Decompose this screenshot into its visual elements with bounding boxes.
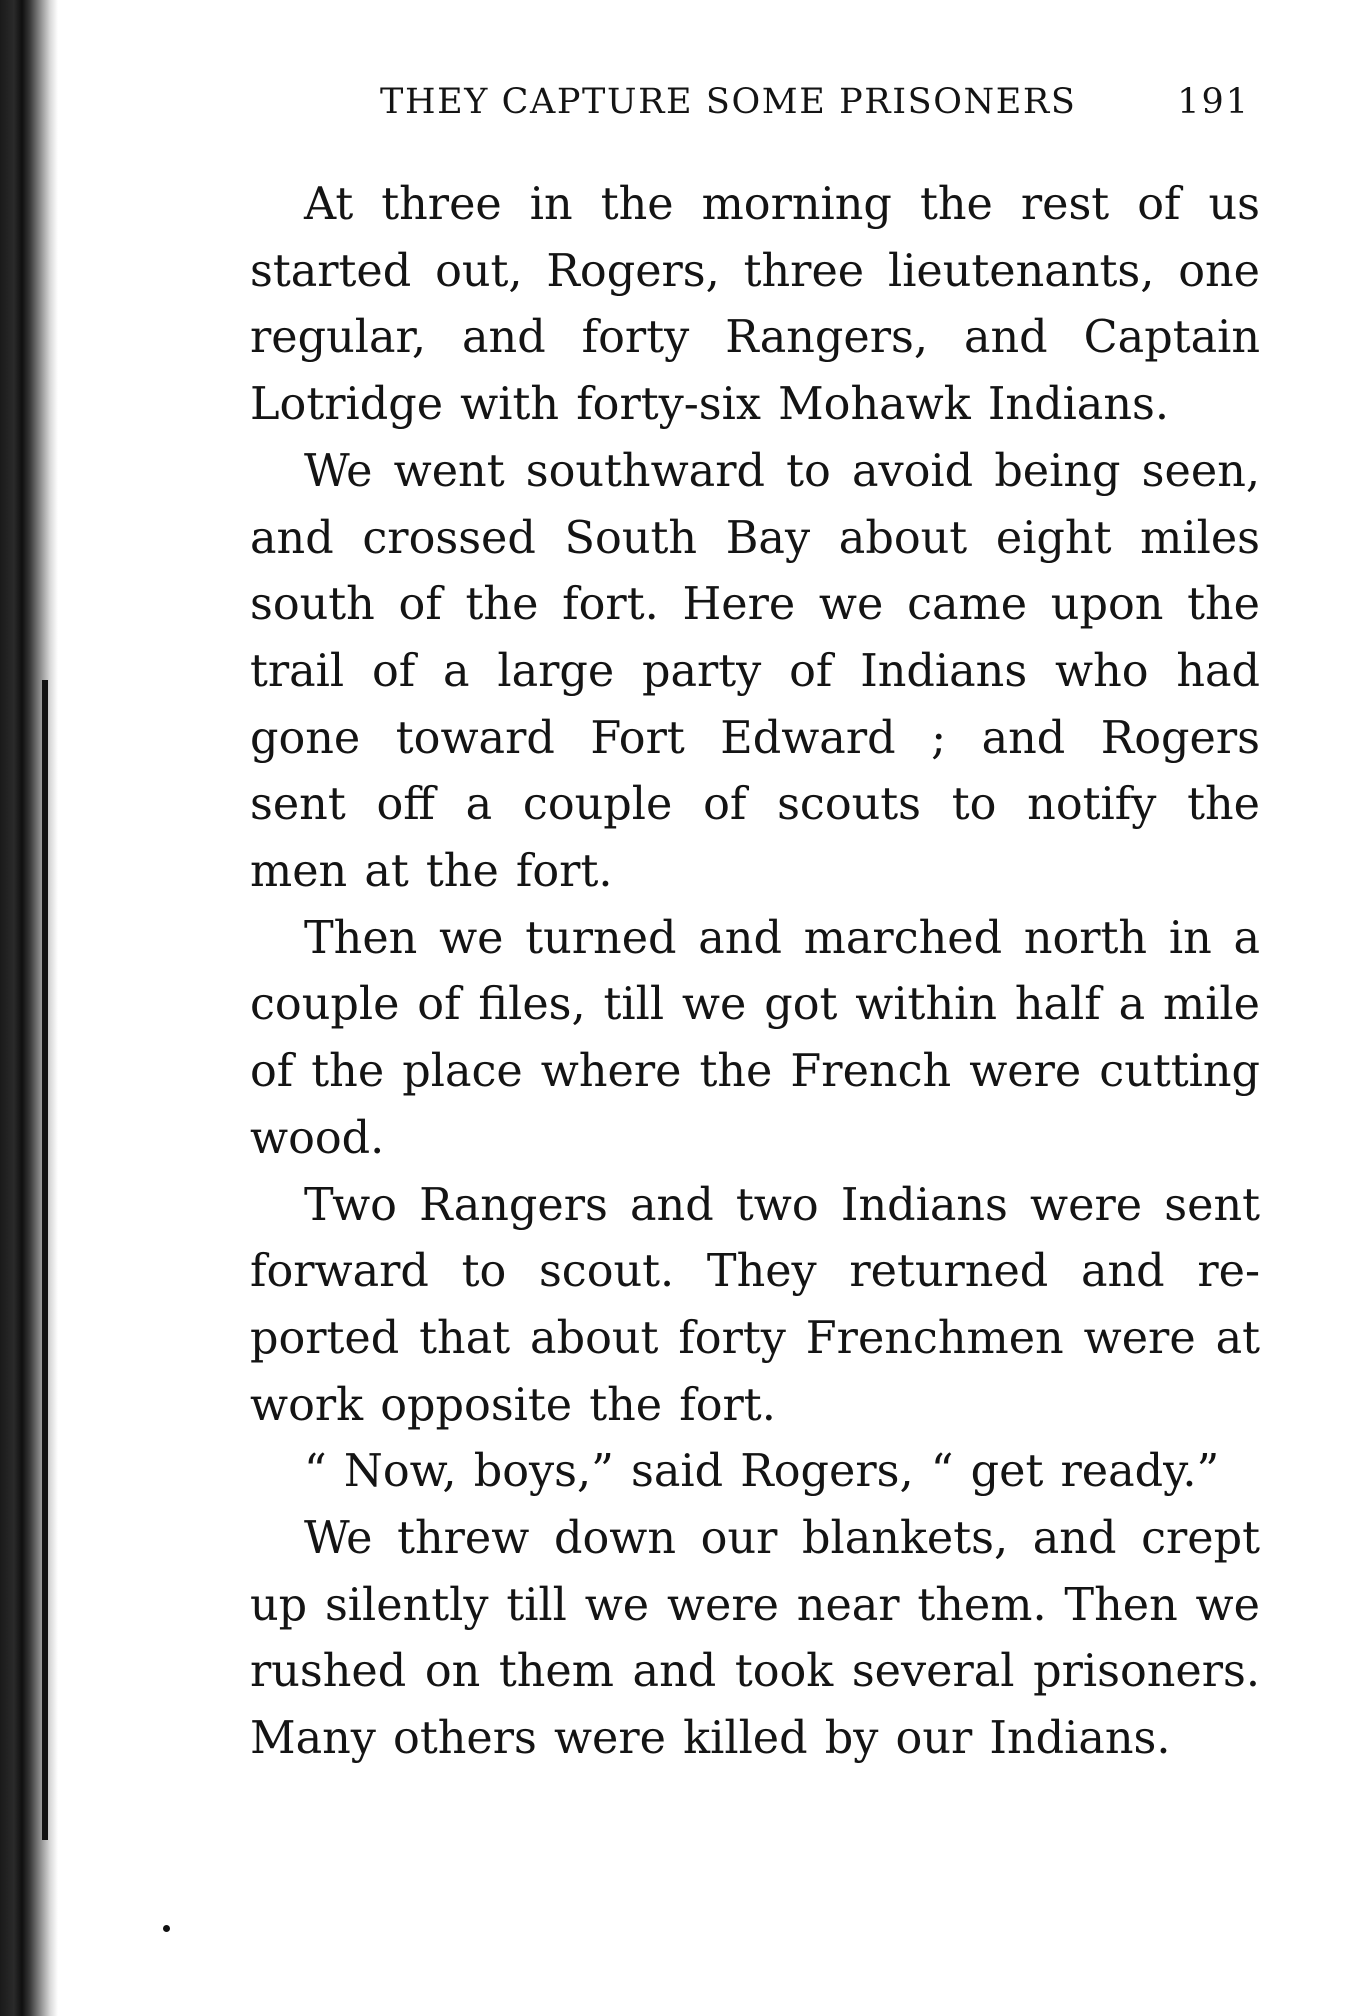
body-text [250, 172, 1260, 1773]
paragraph-1: At three in the morning the rest of us started out, Rogers, three lieutenants, one regular, and forty Rangers, and Captain Lotridge with forty-six Mohawk Indians. [250, 179, 1260, 431]
page-number: 191 [1177, 82, 1250, 122]
paragraph-6: We threw down our blankets, and crept up silently till we were near them. Then we rushed on them and took several prisoners. Many others were killed by our Indians. [250, 1513, 1260, 1765]
paragraph-4: Two Rangers and two Indians were sent forward to scout. They returned and reported that about forty Frenchmen were at work opposite the fort. [250, 1179, 1260, 1431]
paragraph-5: “ Now, boys,” said Rogers, “ get ready.” [304, 1446, 1220, 1498]
binding-edge [0, 0, 58, 2016]
paragraph-2: We went southward to avoid being seen, and crossed South Bay about eight miles south of the fort. Here we came upon the trail of a large party of Indians who had gone toward Fort Edward ; and Rogers sent off a couple of scouts to notify the men at the fort. [250, 445, 1260, 898]
paragraph-3: Then we turned and marched north in a couple of files, till we got within half a mile of the place where the French were cutting wood. [250, 912, 1260, 1164]
chapter-title: THEY CAPTURE SOME PRISONERS [380, 82, 1077, 122]
ink-speck [163, 1925, 170, 1932]
running-head [380, 82, 1250, 132]
